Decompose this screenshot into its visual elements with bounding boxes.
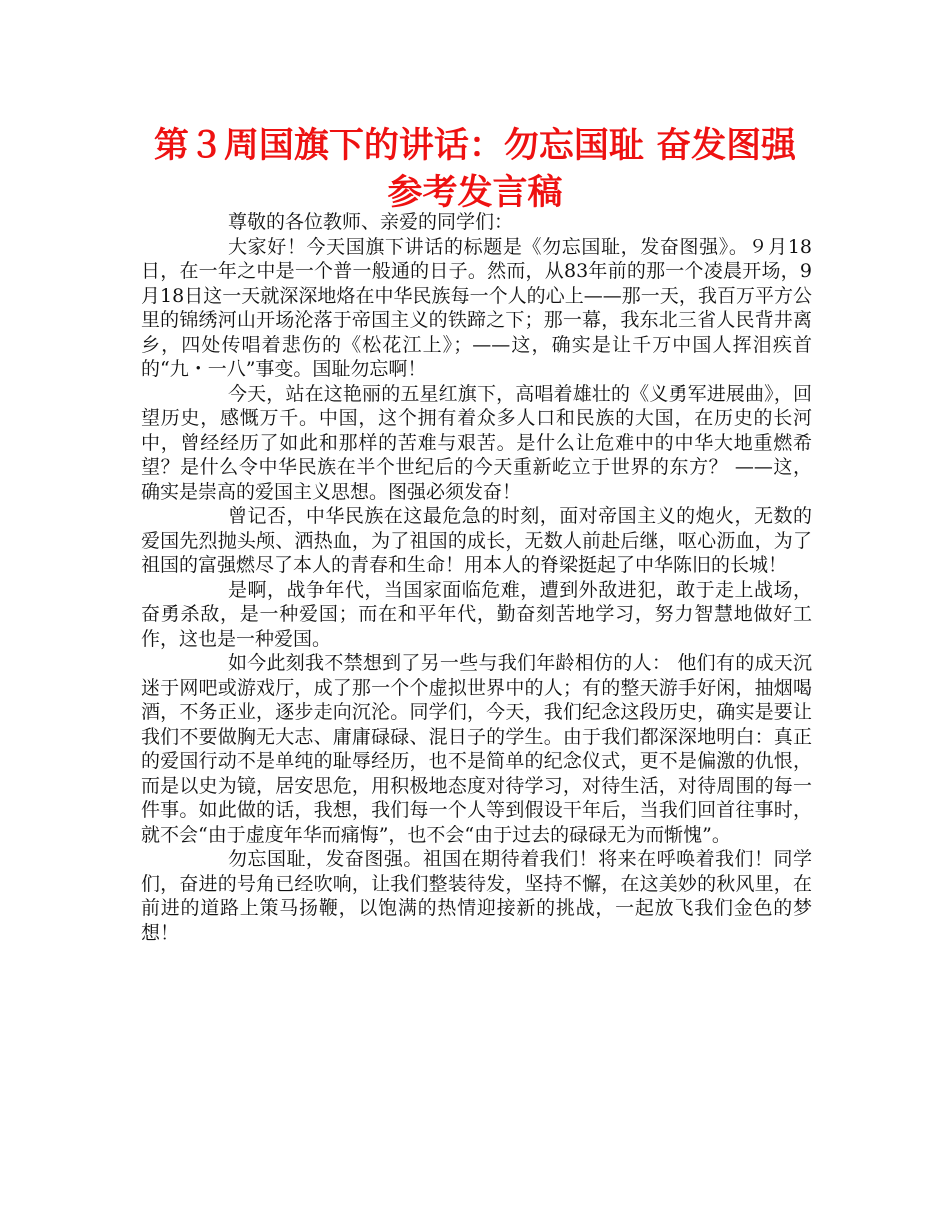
body-paragraph: 勿忘国耻，发奋图强。祖国在期待着我们！将来在呼唤着我们！同学们，奋进的号角已经吹响，让我们整装待发，坚持不懈，在这美妙的秋风里，在前进的道路上策马扬鞭，以饱满的热情迎接新的挑战，一起放飞我们金色的梦想！: [141, 848, 812, 944]
body-paragraph: 今天，站在这艳丽的五星红旗下，高唱着雄壮的《义勇军进展曲》，回望历史，感慨万千。中国，这个拥有着众多人口和民族的大国，在历史的长河中，曾经经历了如此和那样的苦难与艰苦。是什么让危难中的中华大地重燃希望？是什么令中华民族在半个世纪后的今天重新屹立于世界的东方？ ——这，确实是崇高的爱国主义思想。图强必须发奋！: [141, 382, 812, 503]
body-paragraph: 是啊，战争年代，当国家面临危难，遭到外敌进犯，敢于走上战场，奋勇杀敌，是一种爱国；而在和平年代，勤奋刻苦地学习，努力智慧地做好工作，这也是一种爱国。: [141, 578, 812, 650]
body-paragraph: 曾记否，中华民族在这最危急的时刻，面对帝国主义的炮火，无数的爱国先烈抛头颅、洒热血，为了祖国的成长，无数人前赴后继，呕心沥血，为了祖国的富强燃尽了本人的青春和生命！用本人的脊梁挺起了中华陈旧的长城！: [141, 505, 812, 576]
body-paragraph: 如今此刻我不禁想到了另一些与我们年龄相仿的人： 他们有的成天沉迷于网吧或游戏厅，成了那一个个虚拟世界中的人；有的整天游手好闲，抽烟喝酒，不务正业，逐步走向沉沦。同学们，今天，我们纪念这段历史，确实是要让我们不要做胸无大志、庸庸碌碌、混日子的学生。由于我们都深深地明白：真正的爱国行动不是单纯的耻辱经历，也不是简单的纪念仪式，更不是偏激的仇恨，而是以史为镜，居安思危，用积极地态度对待学习，对待生活，对待周围的每一件事。如此做的话，我想，我们每一个人等到假设干年后，当我们回首往事时，就不会“由于虚度年华而痛悔”，也不会“由于过去的碌碌无为而惭愧”。: [141, 652, 812, 846]
body-paragraph: 大家好！今天国旗下讲话的标题是《勿忘国耻，发奋图强》。９月18日，在一年之中是一个普一般通的日子。然而，从83年前的那一个凌晨开场，9月18日这一天就深深地烙在中华民族每一个人的心上——那一天，我百万平方公里的锦绣河山开场沦落于帝国主义的铁蹄之下；那一幕，我东北三省人民背井离乡，四处传唱着悲伤的《松花江上》；——这，确实是让千万中国人挥泪疾首的“九・一八”事变。国耻勿忘啊！: [141, 235, 812, 380]
greeting-paragraph: 尊敬的各位教师、亲爱的同学们：: [228, 211, 514, 233]
document-title-line-1: 第３周国旗下的讲话：勿忘国耻 奋发图强: [153, 126, 797, 166]
document-title-line-2: 参考发言稿: [387, 173, 563, 213]
document-body: [141, 210, 812, 945]
